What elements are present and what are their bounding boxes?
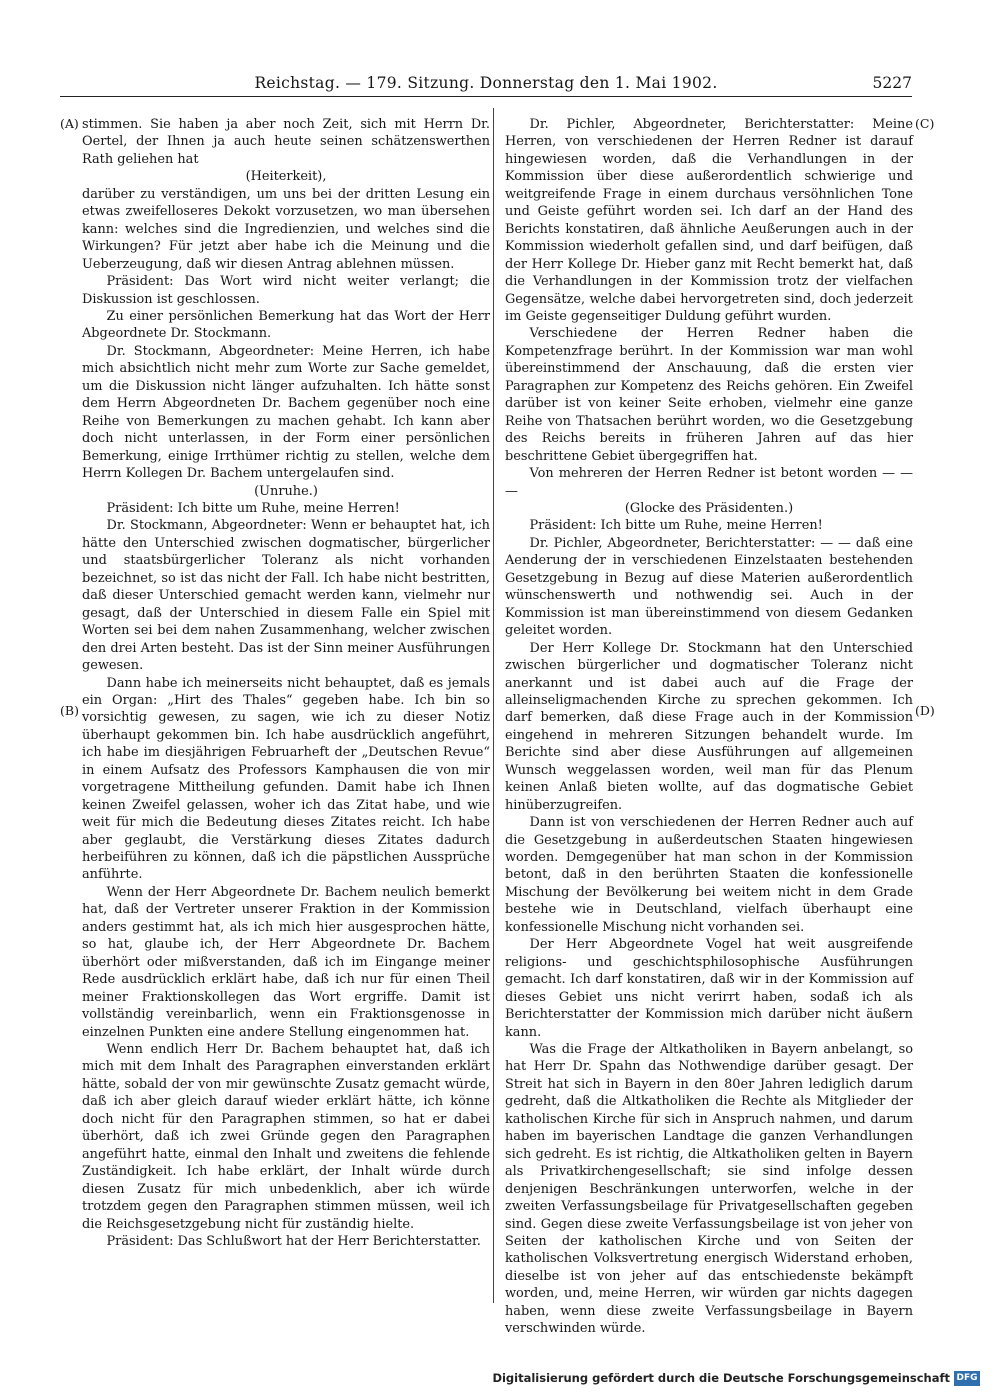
margin-marker-d: (D)	[915, 703, 935, 718]
page-header	[60, 74, 912, 97]
paragraph: Dr. Stockmann, Abgeordneter: Wenn er behauptet hat, ich hätte den Unterschied zwischen dogmatischer, bürgerlicher und staatsbürgerlicher Toleranz als nicht vorhanden bezeichnet, so ist das nicht der Fall. Ich habe nicht bestritten, daß dieser Unterschied gemacht werden kann, vielmehr nur gesagt, daß der Unterschied in diesem Falle ein Spiel mit Worten sei bei dem nahen Zusammenhang, welcher zwischen den drei Arten besteht. Das ist der Sinn meiner Ausführungen gewesen.	[82, 518, 490, 674]
funding-note: Digitalisierung gefördert durch die Deutsche Forschungsgemeinschaft	[492, 1371, 950, 1385]
dfg-logo: DFG	[954, 1371, 980, 1386]
paragraph: Verschiedene der Herren Redner haben die Kompetenzfrage berührt. In der Kommission war man wohl übereinstimmend der Anschauung, daß die ersten vier Paragraphen zur Kompetenz des Reichs gehören. Ein Zweifel darüber ist von keiner Seite erhoben, vielmehr eine ganze Reihe von Thatsachen berührt worden, wo die Gesetzgebung des Reichs bereits in früheren Jahren auf das hier beschrittene Gebiet übergegriffen hat.	[505, 326, 913, 464]
margin-marker-c: (C)	[915, 116, 935, 131]
margin-marker-a: (A)	[60, 116, 79, 131]
paragraph: Präsident: Das Wort wird nicht weiter verlangt; die Diskussion ist geschlossen.	[82, 274, 490, 307]
paragraph: Dann habe ich meinerseits nicht behauptet, daß es jemals ein Organ: „Hirt des Thales“ gegeben habe. Ich bin so vorsichtig gewesen, zu sagen, wie ich zu dieser Notiz überhaupt gekommen bin. Ich habe ausdrücklich angeführt, ich habe im diesjährigen Februarheft der „Deutschen Revue“ in einem Aufsatz des Professors Kamphausen die von mir vorgetragene Mittheilung gefunden. Damit habe ich Ihnen keinen Zweifel gelassen, woher ich das Zitat habe, und wie weit für mich die Bedeutung dieses Zitates reicht. Ich habe aber geglaubt, die Verstärkung dieses Zitates dadurch herbeiführen zu können, daß ich die päpstlichen Aussprüche anführte.	[82, 675, 490, 883]
left-column	[82, 116, 490, 1250]
paragraph: Wenn endlich Herr Dr. Bachem behauptet hat, daß ich mich mit dem Inhalt des Paragraphen einverstanden erklärt hätte, sobald der von mir gewünschte Zusatz gemacht würde, daß ich aber gleich darauf wieder erklärt hätte, ich könne doch nicht für den Paragraphen stimmen, so hat er dabei überhört, daß ich zwei Gründe gegen den Paragraphen angeführt hatte, einmal den Inhalt und zweitens die fehlende Zuständigkeit. Ich habe erklärt, der Inhalt würde durch diesen Zusatz für mich unbedenklich, aber ich würde trotzdem gegen den Paragraphen stimmen müssen, weil ich die Reichsgesetzgebung nicht für zuständig hielte.	[82, 1042, 490, 1232]
column-divider	[493, 108, 494, 1303]
paragraph: (Heiterkeit),	[245, 169, 327, 185]
paragraph: Dr. Pichler, Abgeordneter, Berichterstatter: Meine Herren, von verschiedenen der Herren Redner ist darauf hingewiesen worden, daß die Verhandlungen in der Kommission über diese außerordentlich schwierige und weitgreifende Frage in einem durchaus versöhnlichen Tone und Geiste geführt worden sei. Ich darf an der Hand des Berichts konstatiren, daß ähnliche Aeußerungen auch in der Kommission wiederholt gefallen sind, und darf beifügen, daß der Herr Kollege Dr. Hieber ganz mit Recht bemerkt hat, daß die Verhandlungen in der Kommission trotz der vielfachen Gegensätze, welche dabei hervorgetreten sind, doch jederzeit im Geiste gegenseitiger Duldung geführt wurden.	[505, 117, 913, 324]
paragraph: (Glocke des Präsidenten.)	[624, 500, 794, 516]
footer	[492, 1371, 980, 1389]
paragraph: stimmen. Sie haben ja aber noch Zeit, sich mit Herrn Dr. Oertel, der Ihnen ja auch heute seinen schätzenswerthen Rath geliehen hat	[82, 117, 490, 167]
paragraph: Präsident: Ich bitte um Ruhe, meine Herren!	[106, 500, 400, 516]
paragraph: Wenn der Herr Abgeordnete Dr. Bachem neulich bemerkt hat, daß der Vertreter unserer Fraktion in der Kommission anders gestimmt hat, als ich mich hier ausgesprochen hätte, so hat, glaube ich, der Herr Abgeordnete Dr. Bachem überhört oder mißverstanden, daß ich im Eingange meiner Rede ausdrücklich erklärt habe, daß ich nur für einen Theil meiner Fraktionskollegen das Wort ergriffe. Damit ist vollständig vereinbarlich, wenn ein Fraktionsgenosse in einzelnen Punkten eine andere Stellung eingenommen hat.	[82, 884, 490, 1040]
paragraph: Von mehreren der Herren Redner ist betont worden — — —	[505, 466, 913, 499]
page-number: 5227	[872, 74, 912, 92]
paragraph: Der Herr Kollege Dr. Stockmann hat den Unterschied zwischen bürgerlicher und dogmatischer Toleranz nicht anerkannt und ist dabei auch auf die Frage der alleinseligmachenden Kirche zu sprechen gekommen. Ich darf bemerken, daß diese Frage auch in der Kommission eingehend in mehreren Sitzungen behandelt wurde. Im Berichte sind aber diese Ausführungen auf allgemeinen Wunsch weggelassen worden, weil man für das Plenum keinen Anlaß bieten wollte, auf das dogmatische Gebiet hinüberzugreifen.	[505, 640, 913, 813]
paragraph: Präsident: Ich bitte um Ruhe, meine Herren!	[529, 518, 823, 534]
paragraph: Dr. Stockmann, Abgeordneter: Meine Herren, ich habe mich absichtlich nicht mehr zum Worte zur Sache gemeldet, um die Diskussion nicht länger aufzuhalten. Ich hätte sonst dem Herrn Abgeordneten Dr. Bachem gegenüber noch eine Reihe von Bemerkungen zu machen gehabt. Ich kann aber doch nicht unterlassen, in der Form einer persönlichen Bemerkung, einige Irrthümer richtig zu stellen, welche dem Herrn Kollegen Dr. Bachem untergelaufen sind.	[82, 343, 490, 482]
paragraph: Dr. Pichler, Abgeordneter, Berichterstatter: — — daß eine Aenderung der in verschiedenen Einzelstaaten bestehenden Gesetzgebung in Bezug auf diese Materien außerordentlich wünschenswerth und nothwendig sei. Auch in der Kommission ist man übereinstimmend von diesem Gedanken geleitet worden.	[505, 535, 913, 639]
paragraph: (Unruhe.)	[254, 483, 318, 499]
margin-marker-b: (B)	[60, 703, 79, 718]
paragraph: Dann ist von verschiedenen der Herren Redner auch auf die Gesetzgebung in außerdeutschen Staaten hingewiesen worden. Demgegenüber hat man schon in der Kommission betont, daß in den berührten Staaten die konfessionelle Mischung der Bevölkerung bei weitem nicht in dem Grade bestehe wie in Deutschland, vielfach überhaupt eine konfessionelle Mischung nicht vorhanden sei.	[505, 815, 913, 935]
paragraph: Präsident: Das Schlußwort hat der Herr Berichterstatter.	[106, 1234, 481, 1249]
paragraph: Der Herr Abgeordnete Vogel hat weit ausgreifende religions- und geschichtsphilosophische Ausführungen gemacht. Ich darf konstatiren, daß wir in der Kommission auf dieses Gebiet uns nicht verirrt haben, sodaß ich als Berichterstatter der Kommission mich darüber nicht äußern kann.	[505, 937, 913, 1040]
paragraph: darüber zu verständigen, um uns bei der dritten Lesung ein etwas zweifelloseres Dekokt vorzusetzen, wo man übersehen kann: welches sind die Ingredienzien, und welches sind die Wirkungen? Für jetzt aber habe ich die Meinung und die Ueberzeugung, daß wir diesen Antrag ablehnen müssen.	[82, 186, 490, 272]
paragraph: Was die Frage der Altkatholiken in Bayern anbelangt, so hat Herr Dr. Spahn das Nothwendige darüber gesagt. Der Streit hat sich in Bayern in den 80er Jahren lediglich darum gedreht, daß die Altkatholiken die Rechte als Mitglieder der katholischen Kirche für sich in Anspruch nahmen, und darum haben im bayerischen Landtage die ganzen Verhandlungen sich gedreht. Es ist richtig, die Altkatholiken gelten in Bayern als Privatkirchengesellschaft; sie sind infolge dessen denjenigen Beschränkungen unterworfen, welche in der zweiten Verfassungsbeilage für Privatgesellschaften gegeben sind. Gegen diese zweite Verfassungsbeilage ist von jeher von Seiten der katholischen Kirche und von Seiten der katholischen Volksvertretung energisch Widerstand erhoben, dieselbe ist von jeher auf das entschiedenste bekämpft worden, und, meine Herren, wir würden gar nichts dagegen haben, wenn diese zweite Verfassungsbeilage in Bayern verschwinden würde.	[505, 1042, 913, 1337]
right-column	[505, 116, 913, 1338]
page-title: Reichstag. — 179. Sitzung. Donnerstag den 1. Mai 1902.	[254, 74, 718, 92]
paragraph: Zu einer persönlichen Bemerkung hat das Wort der Herr Abgeordnete Dr. Stockmann.	[82, 308, 490, 342]
